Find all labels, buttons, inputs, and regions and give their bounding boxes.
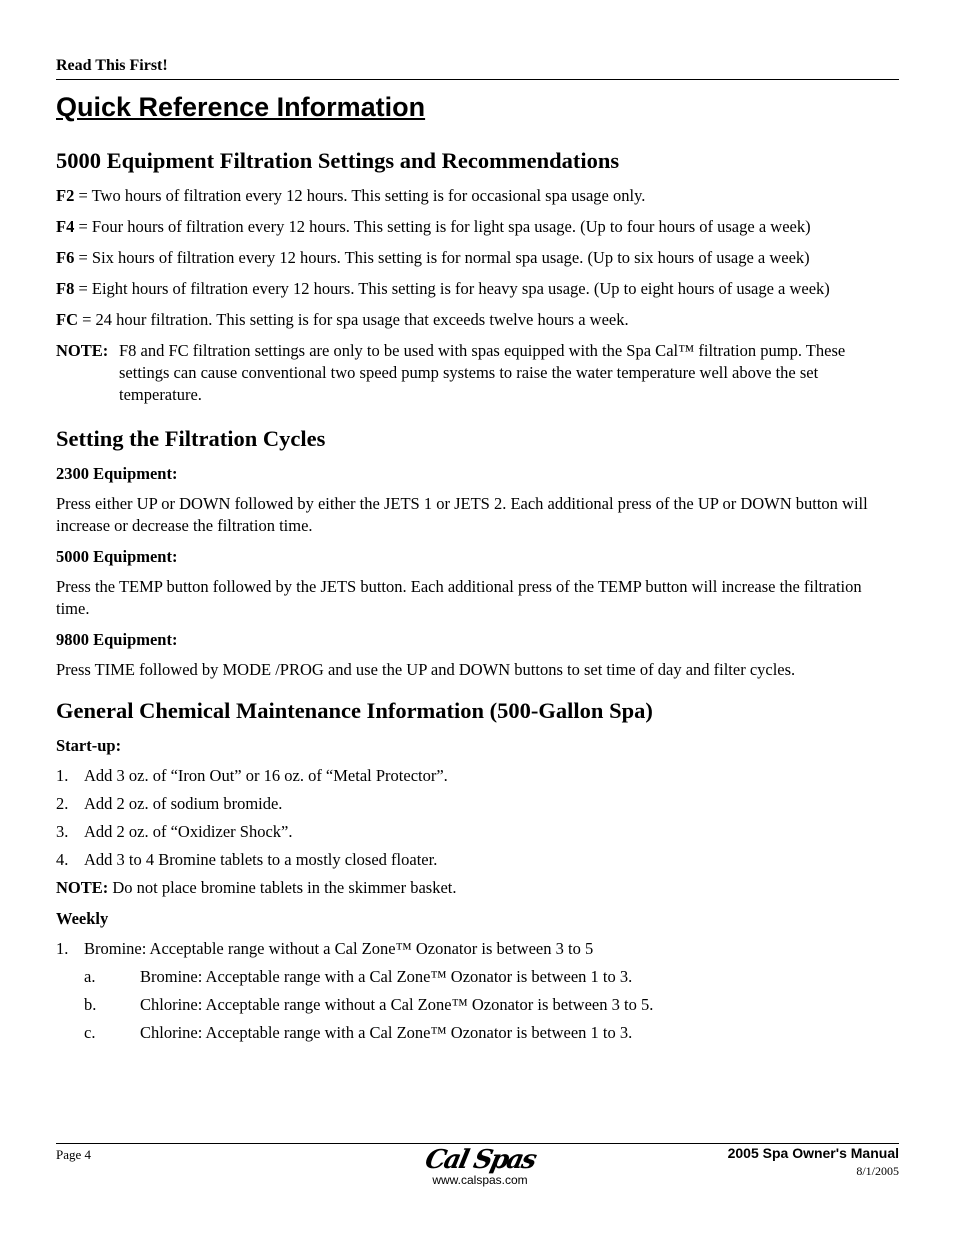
filtration-section	[56, 146, 899, 406]
list-item	[56, 765, 899, 787]
list-item	[56, 821, 899, 843]
sub-item-text: Chlorine: Acceptable range with a Cal Zone™ Ozonator is between 1 to 3.	[140, 1023, 633, 1042]
page-content	[56, 146, 899, 1050]
item-number: 1.	[56, 939, 69, 958]
setting-f8	[56, 278, 899, 300]
cycles-section	[56, 424, 899, 681]
setting-text: = Two hours of filtration every 12 hours. This setting is for occasional spa usage only.	[74, 186, 646, 205]
equipment-text-9800: Press TIME followed by MODE /PROG and use the UP and DOWN buttons to set time of day and filter cycles.	[56, 660, 796, 679]
sub-item	[84, 994, 899, 1016]
setting-fc	[56, 309, 899, 331]
setting-code: F2	[56, 186, 75, 205]
equipment-label-2300: 2300 Equipment:	[56, 464, 178, 483]
setting-code: F6	[56, 248, 75, 267]
manual-title: 2005 Spa Owner's Manual	[727, 1145, 899, 1161]
sub-item-text: Bromine: Acceptable range with a Cal Zone™ Ozonator is between 1 to 3.	[140, 967, 633, 986]
cycles-heading: Setting the Filtration Cycles	[56, 426, 326, 451]
sub-item-text: Chlorine: Acceptable range without a Cal Zone™ Ozonator is between 3 to 5.	[140, 995, 654, 1014]
sub-item-letter: a.	[84, 967, 96, 986]
equipment-text-2300: Press either UP or DOWN followed by either the JETS 1 or JETS 2. Each additional press of the UP or DOWN button will increase or decrease the filtration time.	[56, 494, 868, 535]
page-title: Quick Reference Information	[56, 92, 426, 122]
item-text: Add 3 to 4 Bromine tablets to a mostly closed floater.	[84, 850, 438, 869]
sub-item	[84, 1022, 899, 1044]
item-number: 3.	[56, 822, 69, 841]
startup-label: Start-up:	[56, 736, 122, 755]
setting-code: F4	[56, 217, 75, 236]
header-rule	[56, 79, 899, 80]
item-text: Add 2 oz. of sodium bromide.	[84, 794, 283, 813]
setting-f4	[56, 216, 899, 238]
item-text: Add 3 oz. of “Iron Out” or 16 oz. of “Metal Protector”.	[84, 766, 448, 785]
item-number: 2.	[56, 794, 69, 813]
equipment-label-5000: 5000 Equipment:	[56, 547, 178, 566]
logo-url: www.calspas.com	[432, 1173, 528, 1187]
manual-date: 8/1/2005	[856, 1164, 899, 1178]
calspas-logo	[422, 1146, 538, 1186]
setting-f2	[56, 185, 899, 207]
list-item	[56, 938, 899, 960]
setting-text: = 24 hour filtration. This setting is for spa usage that exceeds twelve hours a week.	[78, 310, 629, 329]
note-text: Do not place bromine tablets in the skimmer basket.	[108, 878, 457, 897]
note-label: NOTE:	[56, 341, 109, 360]
logo-mark: Cal Spas	[422, 1145, 538, 1175]
page-number: Page 4	[56, 1147, 92, 1162]
running-header: Read This First!	[56, 57, 168, 74]
weekly-label: Weekly	[56, 909, 109, 928]
setting-f6	[56, 247, 899, 269]
chemical-section	[56, 696, 899, 1044]
filtration-heading: 5000 Equipment Filtration Settings and Recommendations	[56, 148, 620, 173]
chemical-note	[56, 877, 899, 899]
filtration-note	[56, 340, 899, 406]
equipment-text-5000: Press the TEMP button followed by the JETS button. Each additional press of the TEMP button will increase the filtration time.	[56, 577, 862, 618]
startup-list	[56, 765, 899, 871]
sub-item	[84, 966, 899, 988]
equipment-label-9800: 9800 Equipment:	[56, 630, 178, 649]
chemical-heading: General Chemical Maintenance Information (500-Gallon Spa)	[56, 698, 653, 723]
footer-rule	[56, 1143, 899, 1144]
item-text: Add 2 oz. of “Oxidizer Shock”.	[84, 822, 293, 841]
list-item	[56, 793, 899, 815]
weekly-list	[56, 938, 899, 960]
sub-item-letter: b.	[84, 995, 97, 1014]
item-number: 4.	[56, 850, 69, 869]
item-text: Bromine: Acceptable range without a Cal Zone™ Ozonator is between 3 to 5	[84, 939, 594, 958]
setting-code: FC	[56, 310, 78, 329]
note-label: NOTE:	[56, 878, 109, 897]
setting-text: = Four hours of filtration every 12 hours. This setting is for light spa usage. (Up to four hours of usage a week)	[74, 217, 811, 236]
note-text: F8 and FC filtration settings are only to be used with spas equipped with the Spa Cal™ filtration pump. These settings can cause conventional two speed pump systems to raise the water temperature well above the set temperature.	[119, 341, 846, 404]
setting-code: F8	[56, 279, 75, 298]
setting-text: = Eight hours of filtration every 12 hours. This setting is for heavy spa usage. (Up to eight hours of usage a week)	[74, 279, 830, 298]
list-item	[56, 849, 899, 871]
item-number: 1.	[56, 766, 69, 785]
sub-item-letter: c.	[84, 1023, 96, 1042]
setting-text: = Six hours of filtration every 12 hours. This setting is for normal spa usage. (Up to six hours of usage a week)	[74, 248, 810, 267]
